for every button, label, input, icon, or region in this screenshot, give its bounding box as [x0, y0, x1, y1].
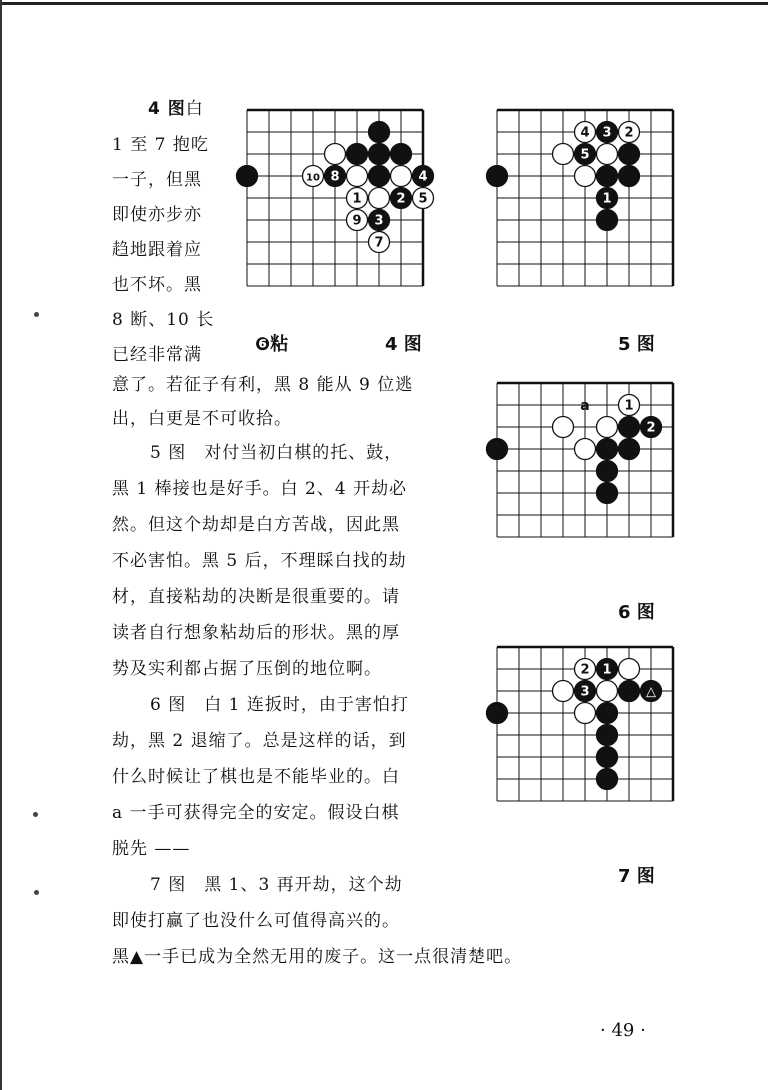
black-stone [487, 166, 508, 187]
go-board-fig5 [490, 105, 690, 330]
white-stone [575, 166, 596, 187]
white-stone [347, 210, 368, 231]
white-stone [553, 144, 574, 165]
left-line: 也不坏。黑 [112, 275, 202, 295]
stone-number: 3 [374, 213, 384, 229]
stone-number: 2 [580, 662, 590, 678]
stone-number: △ [646, 684, 656, 700]
fig4-caption: 4 图 [385, 334, 422, 355]
white-stone [597, 681, 618, 702]
black-stone [597, 188, 618, 209]
body-line: 读者自行想象粘劫后的形状。黑的厚 [112, 623, 400, 643]
point-label-a: a [580, 398, 590, 414]
go-board-fig7 [490, 642, 690, 852]
stone-number: 7 [374, 235, 384, 251]
stone-number: 1 [602, 662, 612, 678]
black-stone [487, 439, 508, 460]
body-line: 6 图 白 1 连扳时，由于害怕打 [150, 695, 409, 715]
white-stone [325, 144, 346, 165]
fig4-para-head [148, 92, 204, 126]
black-stone [391, 144, 412, 165]
body-line: 即使打赢了也没什么可值得高兴的。 [112, 911, 400, 931]
black-stone [369, 122, 390, 143]
black-stone [597, 483, 618, 504]
black-stone [347, 144, 368, 165]
white-stone [597, 417, 618, 438]
stone-number: 5 [418, 191, 428, 207]
black-stone [597, 122, 618, 143]
fig4-note: ❻粘 [255, 334, 289, 355]
body-line: 不必害怕。黑 5 后，不理睬白找的劫 [112, 551, 407, 571]
black-stone [619, 166, 640, 187]
left-line: 趋地跟着应 [112, 240, 202, 260]
white-stone [575, 122, 596, 143]
body-line: 5 图 对付当初白棋的托、鼓， [150, 443, 403, 463]
stone-number: 3 [580, 684, 590, 700]
stone-number: 4 [418, 169, 428, 185]
left-line: 8 断、10 长 [112, 310, 215, 330]
black-stone [597, 725, 618, 746]
scan-speck [33, 812, 38, 817]
body-line: 7 图 黑 1、3 再开劫，这个劫 [150, 875, 403, 895]
black-stone [619, 681, 640, 702]
stone-number: 1 [352, 191, 362, 207]
white-stone [303, 166, 324, 187]
top-border [2, 2, 768, 5]
black-stone [641, 681, 662, 702]
black-stone [597, 659, 618, 680]
white-stone [369, 232, 390, 253]
black-stone [641, 417, 662, 438]
white-stone [619, 122, 640, 143]
black-stone [487, 703, 508, 724]
page-number: · 49 · [600, 1020, 646, 1041]
black-stone [391, 188, 412, 209]
black-stone [325, 166, 346, 187]
body-line: 什么时候让了棋也是不能毕业的。白 [112, 767, 400, 787]
body-line: 黑 1 棒接也是好手。白 2、4 开劫必 [112, 479, 408, 499]
white-stone [597, 144, 618, 165]
body-line: 黑▲一手已成为全然无用的废子。这一点很清楚吧。 [112, 947, 523, 967]
stone-number: 2 [396, 191, 406, 207]
left-line: 1 至 7 抱吃 [112, 135, 209, 155]
left-line: 已经非常满 [112, 345, 202, 365]
white-stone [369, 188, 390, 209]
stone-number: 8 [330, 169, 340, 185]
white-stone [347, 188, 368, 209]
body-line: 然。但这个劫却是白方苦战，因此黑 [112, 515, 400, 535]
white-stone [575, 703, 596, 724]
black-stone [597, 210, 618, 231]
body-line: 脱先 —— [112, 839, 191, 859]
go-board-fig6 [490, 378, 690, 583]
black-stone [619, 417, 640, 438]
white-stone [575, 659, 596, 680]
stone-number: 2 [624, 125, 634, 141]
stone-number: 1 [624, 398, 634, 414]
black-stone [619, 439, 640, 460]
white-stone [619, 659, 640, 680]
go-board-fig4 [240, 105, 445, 330]
fig4-para-label: 4 图 [148, 99, 186, 119]
black-stone [369, 166, 390, 187]
black-stone [575, 144, 596, 165]
left-border [0, 0, 2, 1090]
black-stone [597, 461, 618, 482]
black-stone [597, 769, 618, 790]
black-stone [237, 166, 258, 187]
scan-speck [34, 312, 39, 317]
body-line: a 一手可获得完全的安定。假设白棋 [112, 803, 400, 823]
black-stone [369, 210, 390, 231]
stone-number: 4 [580, 125, 590, 141]
white-stone [553, 681, 574, 702]
body-line: 势及实利都占据了压倒的地位啊。 [112, 659, 382, 679]
stone-number: 5 [580, 147, 590, 163]
white-stone [553, 417, 574, 438]
black-stone [575, 681, 596, 702]
stone-number: 10 [306, 172, 320, 184]
white-stone [619, 395, 640, 416]
fig6-caption: 6 图 [618, 602, 655, 623]
left-line: 一子，但黑 [112, 170, 202, 190]
left-line: 即使亦步亦 [112, 205, 202, 225]
fig7-caption: 7 图 [618, 866, 655, 887]
body-line: 出，白更是不可收拾。 [112, 409, 292, 429]
stone-number: 1 [602, 191, 612, 207]
stone-number: 3 [602, 125, 612, 141]
stone-number: 2 [646, 420, 656, 436]
black-stone [413, 166, 434, 187]
fig4-para-first: 白 [185, 99, 204, 119]
body-line: 意了。若征子有利，黑 8 能从 9 位逃 [112, 375, 414, 395]
black-stone [597, 703, 618, 724]
white-stone [347, 166, 368, 187]
scan-speck [34, 890, 39, 895]
black-stone [369, 144, 390, 165]
white-stone [391, 166, 412, 187]
black-stone [597, 166, 618, 187]
black-stone [619, 144, 640, 165]
black-stone [597, 747, 618, 768]
body-line: 材，直接粘劫的决断是很重要的。请 [112, 587, 400, 607]
white-stone [575, 439, 596, 460]
black-stone [597, 439, 618, 460]
white-stone [413, 188, 434, 209]
body-line: 劫，黑 2 退缩了。总是这样的话，到 [112, 731, 407, 751]
stone-number: 9 [352, 213, 362, 229]
fig5-caption: 5 图 [618, 334, 655, 355]
